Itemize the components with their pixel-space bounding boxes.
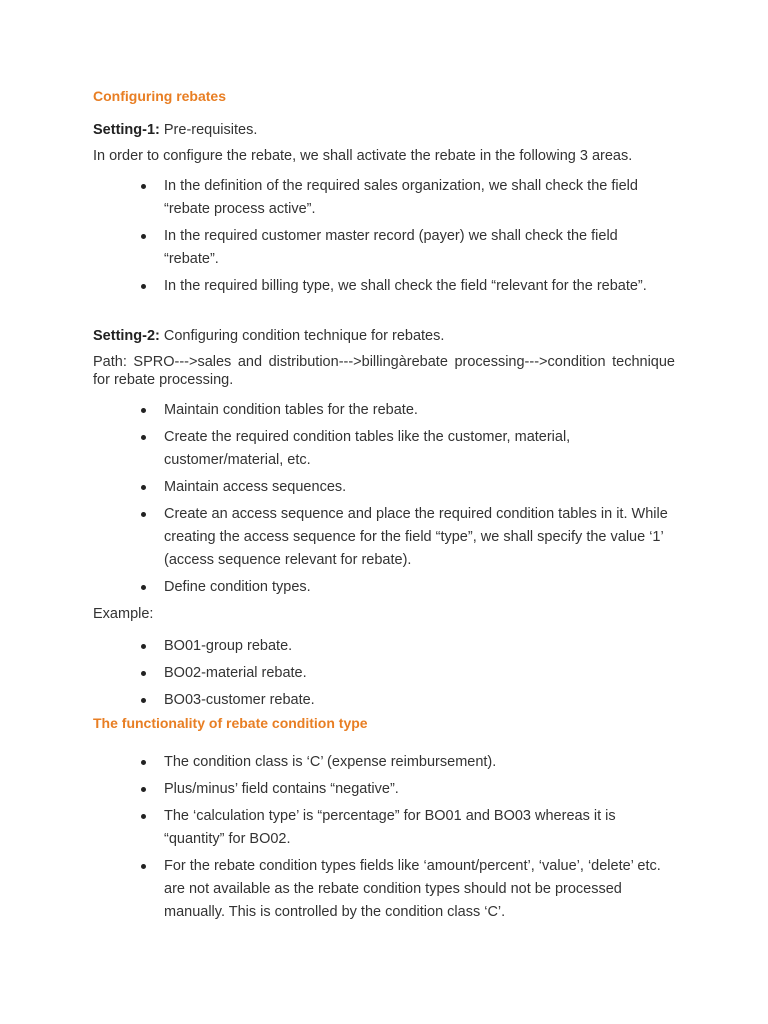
list-item: Maintain access sequences. [93, 476, 674, 499]
bullet-icon [141, 512, 146, 517]
list-item: Create the required condition tables like the customer, material, customer/material, etc. [93, 426, 674, 472]
list-item: The condition class is ‘C’ (expense reimbursement). [93, 751, 674, 774]
bullet-icon [141, 814, 146, 819]
bullet-icon [141, 787, 146, 792]
bullet-icon [141, 585, 146, 590]
bullet-icon [141, 408, 146, 413]
steps-list [93, 399, 675, 603]
path-paragraph: Path: SPRO--->sales and distribution--->billingàrebate processing--->condition technique for rebate processing. [93, 354, 675, 388]
list-item: Maintain condition tables for the rebate. [93, 399, 674, 422]
list-item: For the rebate condition types fields like ‘amount/percent’, ‘value’, ‘delete’ etc. are not available as the rebate condition types should not be processed manually. This is controlled by the condition class ‘C’. [93, 855, 674, 924]
list-item: BO02-material rebate. [93, 662, 674, 685]
functionality-list [93, 751, 675, 928]
example-label: Example: [93, 606, 154, 622]
setting-1-line [93, 121, 675, 139]
list-item: Define condition types. [93, 576, 674, 599]
bullet-icon [141, 284, 146, 289]
bullet-icon [141, 485, 146, 490]
setting-1-text: Pre-requisites. [159, 122, 258, 138]
areas-list [93, 175, 675, 302]
bullet-icon [141, 671, 146, 676]
setting-1-label: Setting-1: [93, 122, 160, 138]
setting-2-text: Configuring condition technique for rebates. [159, 328, 445, 344]
list-item: Create an access sequence and place the required condition tables in it. While creating the access sequence for the field “type”, we shall specify the value ‘1’ (access sequence relevant for rebate). [93, 503, 674, 572]
setting-2-label: Setting-2: [93, 328, 160, 344]
setting-2-line [93, 327, 675, 345]
bullet-icon [141, 698, 146, 703]
list-item: In the required billing type, we shall check the field “relevant for the rebate”. [93, 275, 674, 298]
bullet-icon [141, 760, 146, 765]
bullet-icon [141, 864, 146, 869]
intro-paragraph: In order to configure the rebate, we shall activate the rebate in the following 3 areas. [93, 148, 633, 164]
bullet-icon [141, 234, 146, 239]
bullet-icon [141, 644, 146, 649]
list-item: The ‘calculation type’ is “percentage” for BO01 and BO03 whereas it is “quantity” for BO02. [93, 805, 674, 851]
list-item: Plus/minus’ field contains “negative”. [93, 778, 674, 801]
heading-configuring-rebates: Configuring rebates [93, 88, 227, 104]
list-item: BO01-group rebate. [93, 635, 674, 658]
bullet-icon [141, 184, 146, 189]
list-item: BO03-customer rebate. [93, 689, 674, 712]
list-item: In the required customer master record (payer) we shall check the field “rebate”. [93, 225, 674, 271]
bullet-icon [141, 435, 146, 440]
examples-list [93, 635, 675, 716]
list-item: In the definition of the required sales organization, we shall check the field “rebate process active”. [93, 175, 674, 221]
heading-rebate-functionality: The functionality of rebate condition type [93, 715, 368, 731]
